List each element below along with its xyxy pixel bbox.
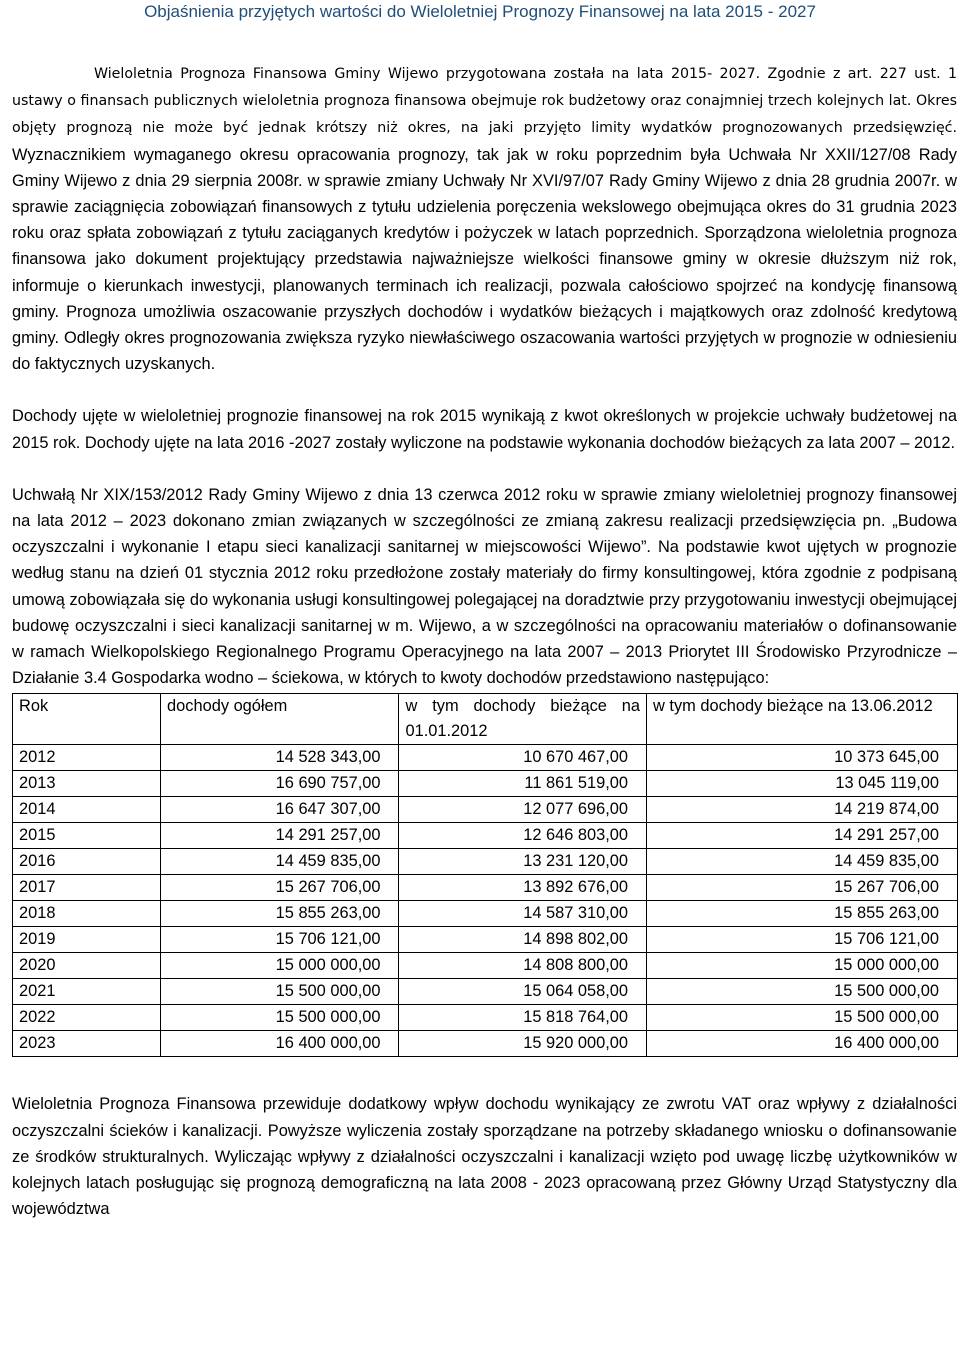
cell-total: 16 647 307,00 <box>161 797 399 823</box>
table-header-year: Rok <box>13 694 161 745</box>
table-row <box>13 1031 958 1057</box>
cell-year: 2023 <box>13 1031 161 1057</box>
cell-current-jun: 15 706 121,00 <box>647 927 958 953</box>
paragraph-intro-part2: Wyznacznikiem wymaganego okresu opracowania prognozy, tak jak w roku poprzednim była Uchwała Nr XXII/127/08 Rady Gminy Wijewo z dnia 29 sierpnia 2008r. w sprawie zmiany Uchwały Nr XVI/97/07 Rady Gminy Wijewo z dnia 28 grudnia 2007r. w sprawie zaciągnięcia zobowiązań finansowych z tytułu udzielenia poręczenia wekslowego obejmująca okres do 31 grudnia 2023 roku oraz spłata zobowiązań z tytułu zaciąganych kredytów i pożyczek w latach poprzednich. Sporządzona wieloletnia prognoza finansowa jako dokument projektujący przedstawia najważniejsze wielkości finansowe gminy w okresie dłuższym niż rok, informuje o kierunkach inwestycji, planowanych terminach ich realizacji, pozwala całościowo spojrzeć na kondycję finansową gminy. Prognoza umożliwia oszacowanie przyszłych dochodów i wydatków bieżących i majątkowych oraz zdolność kredytową gminy. Odległy okres prognozowania zwiększa ryzyko niewłaściwego oszacowania wartości przyjętych w prognozie w odniesieniu do faktycznych uzyskanych. <box>12 145 957 374</box>
cell-current-jan: 10 670 467,00 <box>399 745 647 771</box>
cell-year: 2018 <box>13 901 161 927</box>
cell-year: 2022 <box>13 1005 161 1031</box>
paragraph-vat: Wieloletnia Prognoza Finansowa przewiduje dodatkowy wpływ dochodu wynikający ze zwrotu VAT oraz wpływy z działalności oczyszczalni ścieków i kanalizacji. Powyższe wyliczenia zostały sporządzane na potrzeby składanego wniosku o dofinansowanie ze środków strukturalnych. Wyliczając wpływy z działalności oczyszczalni i kanalizacji wzięto pod uwagę liczbę użytkowników w kolejnych latach posługując się prognozą demograficzną na lata 2008 - 2023 opracowaną przez Główny Urząd Statystyczny dla województwa <box>12 1095 957 1219</box>
cell-year: 2016 <box>13 849 161 875</box>
document-title: Objaśnienia przyjętych wartości do Wieloletniej Prognozy Finansowej na lata 2015 - 2027 <box>144 2 816 21</box>
cell-current-jun: 15 267 706,00 <box>647 875 958 901</box>
paragraph-income: Dochody ujęte w wieloletniej prognozie finansowej na rok 2015 wynikają z kwot określonych w projekcie uchwały budżetowej na 2015 rok. Dochody ujęte na lata 2016 -2027 zostały wyliczone na podstawie wykonania dochodów bieżących za lata 2007 – 2012. <box>12 407 957 452</box>
table-row <box>13 823 958 849</box>
cell-current-jan: 13 231 120,00 <box>399 849 647 875</box>
table-header-current-jan: w tym dochody bieżące na 01.01.2012 <box>399 694 647 745</box>
table-row <box>13 875 958 901</box>
cell-year: 2013 <box>13 771 161 797</box>
table-row <box>13 1005 958 1031</box>
table-row <box>13 771 958 797</box>
document-header <box>0 0 960 24</box>
cell-total: 15 500 000,00 <box>161 1005 399 1031</box>
table-row <box>13 797 958 823</box>
table-row <box>13 979 958 1005</box>
cell-total: 15 000 000,00 <box>161 953 399 979</box>
cell-total: 14 528 343,00 <box>161 745 399 771</box>
table-row <box>13 953 958 979</box>
cell-total: 15 500 000,00 <box>161 979 399 1005</box>
table-header-row <box>13 694 958 745</box>
cell-current-jun: 13 045 119,00 <box>647 771 958 797</box>
income-table <box>12 693 958 1057</box>
cell-year: 2017 <box>13 875 161 901</box>
cell-current-jan: 13 892 676,00 <box>399 875 647 901</box>
cell-current-jan: 11 861 519,00 <box>399 771 647 797</box>
table-row <box>13 745 958 771</box>
cell-total: 14 459 835,00 <box>161 849 399 875</box>
cell-current-jun: 15 000 000,00 <box>647 953 958 979</box>
cell-total: 15 267 706,00 <box>161 875 399 901</box>
cell-current-jan: 12 077 696,00 <box>399 797 647 823</box>
cell-current-jun: 14 291 257,00 <box>647 823 958 849</box>
table-row <box>13 901 958 927</box>
cell-current-jan: 12 646 803,00 <box>399 823 647 849</box>
cell-year: 2019 <box>13 927 161 953</box>
cell-year: 2021 <box>13 979 161 1005</box>
cell-total: 16 400 000,00 <box>161 1031 399 1057</box>
cell-current-jan: 14 898 802,00 <box>399 927 647 953</box>
cell-current-jun: 10 373 645,00 <box>647 745 958 771</box>
cell-current-jun: 14 459 835,00 <box>647 849 958 875</box>
cell-total: 16 690 757,00 <box>161 771 399 797</box>
cell-year: 2020 <box>13 953 161 979</box>
paragraph-intro <box>12 60 957 377</box>
cell-current-jan: 15 818 764,00 <box>399 1005 647 1031</box>
cell-current-jun: 16 400 000,00 <box>647 1031 958 1057</box>
cell-year: 2015 <box>13 823 161 849</box>
cell-current-jun: 14 219 874,00 <box>647 797 958 823</box>
cell-current-jan: 15 064 058,00 <box>399 979 647 1005</box>
cell-current-jan: 14 587 310,00 <box>399 901 647 927</box>
cell-year: 2014 <box>13 797 161 823</box>
cell-current-jan: 15 920 000,00 <box>399 1031 647 1057</box>
cell-total: 14 291 257,00 <box>161 823 399 849</box>
cell-current-jun: 15 500 000,00 <box>647 979 958 1005</box>
document-body <box>12 60 957 1222</box>
table-row <box>13 927 958 953</box>
cell-current-jun: 15 500 000,00 <box>647 1005 958 1031</box>
cell-current-jun: 15 855 263,00 <box>647 901 958 927</box>
table-row <box>13 849 958 875</box>
cell-year: 2012 <box>13 745 161 771</box>
cell-total: 15 855 263,00 <box>161 901 399 927</box>
cell-current-jan: 14 808 800,00 <box>399 953 647 979</box>
table-header-total: dochody ogółem <box>161 694 399 745</box>
paragraph-intro-part1: Wieloletnia Prognoza Finansowa Gminy Wijewo przygotowana została na lata 2015- 2027. Zgodnie z art. 227 ust. 1 ustawy o finansach publicznych wieloletnia prognoza finansowa obejmuje rok budżetowy oraz conajmniej trzech kolejnych lat. Okres objęty prognozą nie może być jednak krótszy niż okres, na jaki przyjęto limity wydatków prognozowanych przedsięwzięć. <box>12 66 957 137</box>
paragraph-resolution: Uchwałą Nr XIX/153/2012 Rady Gminy Wijewo z dnia 13 czerwca 2012 roku w sprawie zmiany wieloletniej prognozy finansowej na lata 2012 – 2023 dokonano zmian związanych w szczególności ze zmianą zakresu realizacji przedsięwzięcia pn. „Budowa oczyszczalni i wykonanie I etapu sieci kanalizacji sanitarnej w miejscowości Wijewo”. Na podstawie kwot ujętych w prognozie według stanu na dzień 01 stycznia 2012 roku przedłożone zostały materiały do firmy konsultingowej, która zgodnie z podpisaną umową zobowiązała się do wykonania usługi konsultingowej polegającej na doradztwie przy przygotowaniu inwestycji obejmującej budowę oczyszczalni i sieci kanalizacji sanitarnej w m. Wijewo, a w szczególności na opracowaniu materiałów o dofinansowanie w ramach Wielkopolskiego Regionalnego Programu Operacyjnego na lata 2007 – 2013 Priorytet III Środowisko Przyrodnicze – Działanie 3.4 Gospodarka wodno – ściekowa, w których to kwoty dochodów przedstawiono następująco: <box>12 485 957 688</box>
cell-total: 15 706 121,00 <box>161 927 399 953</box>
table-header-current-jun: w tym dochody bieżące na 13.06.2012 <box>647 694 958 745</box>
